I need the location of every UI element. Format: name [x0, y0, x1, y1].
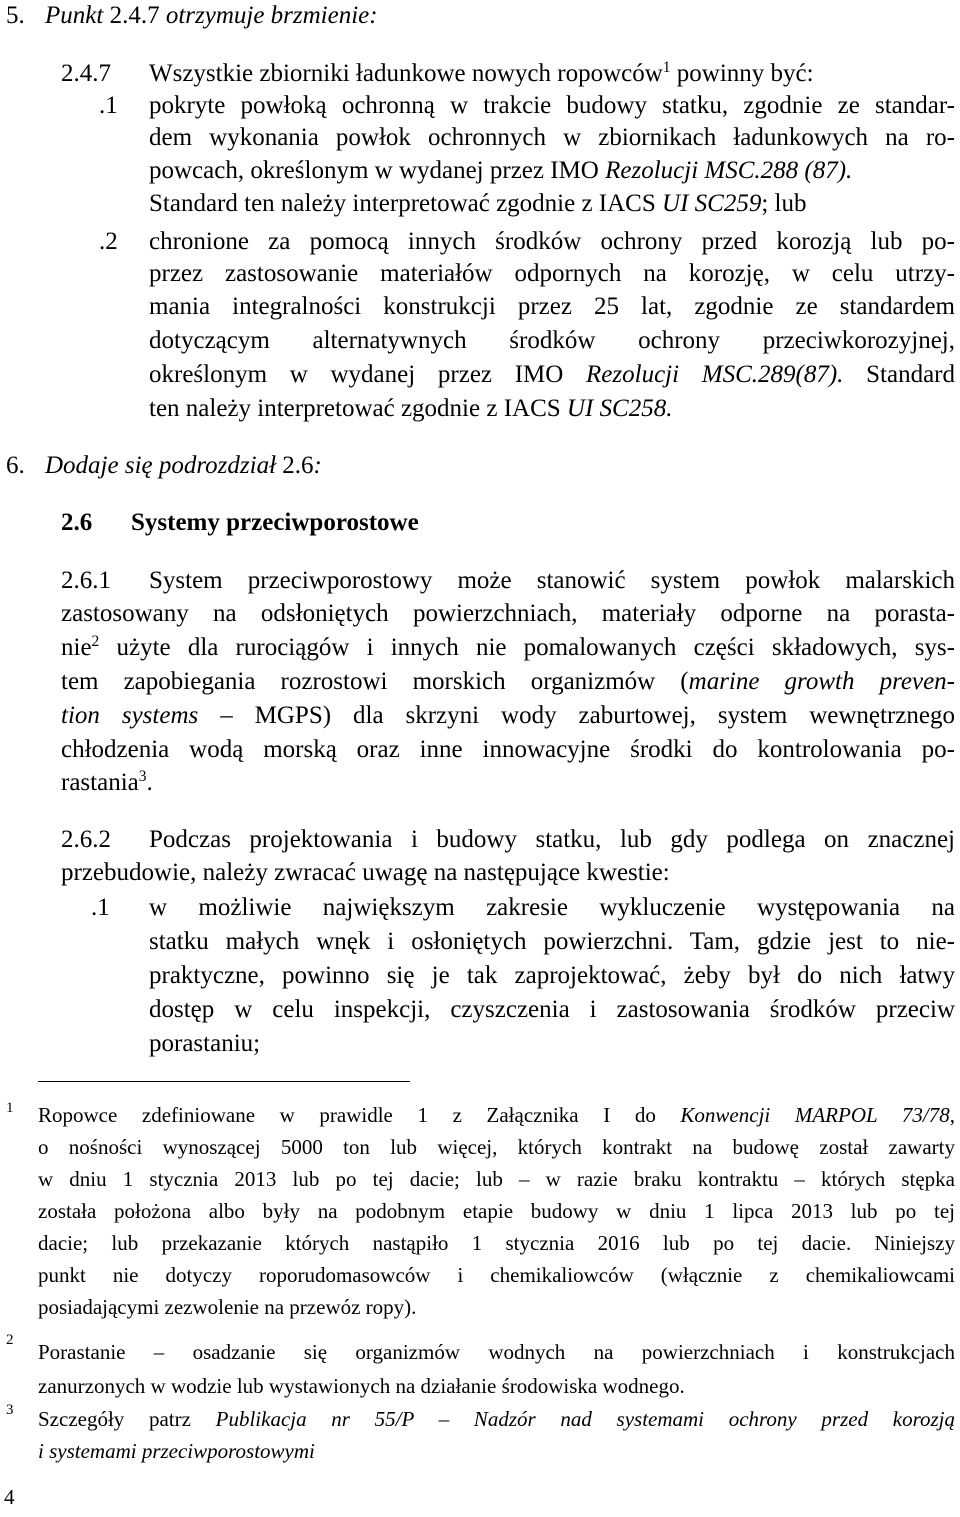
p247-sub2-l5: określonym w wydanej przez IMO Rezolucji MSC.289(87). Standard [149, 361, 955, 388]
footnote-2-l2: zanurzonych w wodzie lub wystawionych na działanie środowiska wodnego. [38, 1374, 685, 1398]
item6-number: 6. [6, 452, 25, 479]
item6-heading: 6. Dodaje się podrozdział 2.6: [6, 452, 322, 479]
p247-sub1-l2: dem wykonania powłok ochronnych w zbiornikach ładunkowych na ro- [149, 124, 955, 151]
p247-sub2-number: .2 [99, 228, 118, 255]
p262-sub1-number: .1 [91, 894, 110, 921]
footnote-1-l5: dacie; lub przekazanie których nastąpiło 1 stycznia 2016 lub po tej dacie. Niniejszy [38, 1231, 955, 1255]
p247-line1: Wszystkie zbiorniki ładunkowe nowych ropowców$^1$ powinny być: [149, 59, 814, 87]
p262-sub1-l1: w możliwie największym zakresie wykluczenie występowania na [149, 894, 955, 921]
p247-sub2-l3: mania integralności konstrukcji przez 25 lat, zgodnie ze standardem [149, 293, 955, 320]
footnote-2-mark: 2 [6, 1332, 14, 1348]
item5-heading: 5. Punkt 2.4.7 otrzymuje brzmienie: [6, 2, 378, 29]
p247-sub2-l6: ten należy interpretować zgodnie z IACS UI SC258. [149, 395, 673, 422]
footnote-1-l6: punkt nie dotyczy roporudomasowców i chemikaliowców (włącznie z chemikaliowcami [38, 1263, 955, 1287]
p261-l6: chłodzenia wodą morską oraz inne innowacyjne środki do kontrolowania po- [61, 736, 955, 763]
p262-sub1-l3: praktyczne, powinno się je tak zaprojektować, żeby był do nich łatwy [149, 962, 955, 989]
p247-sub2-l1: chronione za pomocą innych środków ochrony przed korozją lub po- [149, 228, 955, 255]
footnote-1-l7: posiadającymi zezwolenie na przewóz ropy). [38, 1295, 417, 1319]
footnote-1-l3: w dniu 1 stycznia 2013 lub po tej dacie; lub – w razie braku kontraktu – których stępka [38, 1167, 955, 1191]
p261-l4: tem zapobiegania rozrostowi morskich organizmów (marine growth preven- [61, 668, 955, 695]
section26-title: Systemy przeciwporostowe [131, 509, 419, 536]
p247-number: 2.4.7 [61, 60, 111, 87]
item5-number: 5. [6, 2, 25, 29]
footnote-3-l1: Szczegóły patrz Publikacja nr 55/P – Nadzór nad systemami ochrony przed korozją [38, 1407, 955, 1431]
item6-ref: 2.6 [282, 452, 314, 479]
footnote-1-l2: o nośności wynoszącej 5000 ton lub więcej, których kontrakt na budowę został zawarty [38, 1135, 955, 1159]
footnote-ref-3[interactable]: 3 [138, 768, 147, 786]
p261-l1: System przeciwporostowy może stanowić system powłok malarskich [149, 567, 955, 594]
footnote-3-l2: i systemami przeciwporostowymi [38, 1439, 315, 1463]
footnote-2-l1: Porastanie – osadzanie się organizmów wodnych na powierzchniach i konstrukcjach [38, 1340, 955, 1364]
footnote-ref-2[interactable]: 2 [91, 633, 100, 651]
section26-number: 2.6 [61, 509, 93, 536]
page-number: 4 [4, 1485, 15, 1509]
p261-l3: nie$^2$ użyte dla rurociągów i innych nie pomalowanych części składowych, sys- [61, 633, 955, 661]
p261-l5: tion systems – MGPS) dla skrzyni wody zaburtowej, system wewnętrznego [61, 702, 955, 729]
footnote-1-mark: 1 [6, 1100, 14, 1116]
p247-sub2-l4: dotyczącym alternatywnych środków ochrony przeciwkorozyjnej, [149, 327, 955, 354]
p261-l7: rastania$^3$. [61, 768, 153, 796]
p262-l1: Podczas projektowania i budowy statku, lub gdy podlega on znacznej [149, 826, 955, 853]
p262-sub1-l4: dostęp w celu inspekcji, czyszczenia i zastosowania środków przeciw [149, 996, 955, 1023]
p261-number: 2.6.1 [61, 567, 111, 594]
p262-number: 2.6.2 [61, 826, 111, 853]
p262-sub1-l5: porastaniu; [149, 1030, 261, 1057]
p262-l2: przebudowie, należy zwracać uwagę na następujące kwestie: [61, 859, 670, 886]
p247-sub1-number: .1 [99, 92, 118, 119]
p247-sub1-l1: pokryte powłoką ochronną w trakcie budowy statku, zgodnie ze standar- [149, 92, 955, 119]
footnote-ref-1[interactable]: 1 [662, 59, 671, 77]
p247-sub1-l3: powcach, określonym w wydanej przez IMO Rezolucji MSC.288 (87). [149, 157, 853, 184]
footnote-1-l1: Ropowce zdefiniowane w prawidle 1 z Załącznika I do Konwencji MARPOL 73/78, [38, 1103, 955, 1127]
p261-l2: zastosowany na odsłoniętych powierzchniach, materiały odporne na porasta- [61, 600, 955, 627]
p247-sub2-l2: przez zastosowanie materiałów odpornych na korozję, w celu utrzy- [149, 260, 955, 287]
footnote-separator [38, 1081, 410, 1082]
footnote-3-mark: 3 [6, 1402, 14, 1418]
item5-ref: 2.4.7 [109, 2, 160, 29]
footnote-1-l4: została położona albo były na podobnym etapie budowy w dniu 1 lipca 2013 lub po tej [38, 1199, 955, 1223]
p262-sub1-l2: statku małych wnęk i osłoniętych powierzchni. Tam, gdzie jest to nie- [149, 928, 955, 955]
p247-sub1-l4: Standard ten należy interpretować zgodnie z IACS UI SC259; lub [149, 190, 807, 217]
